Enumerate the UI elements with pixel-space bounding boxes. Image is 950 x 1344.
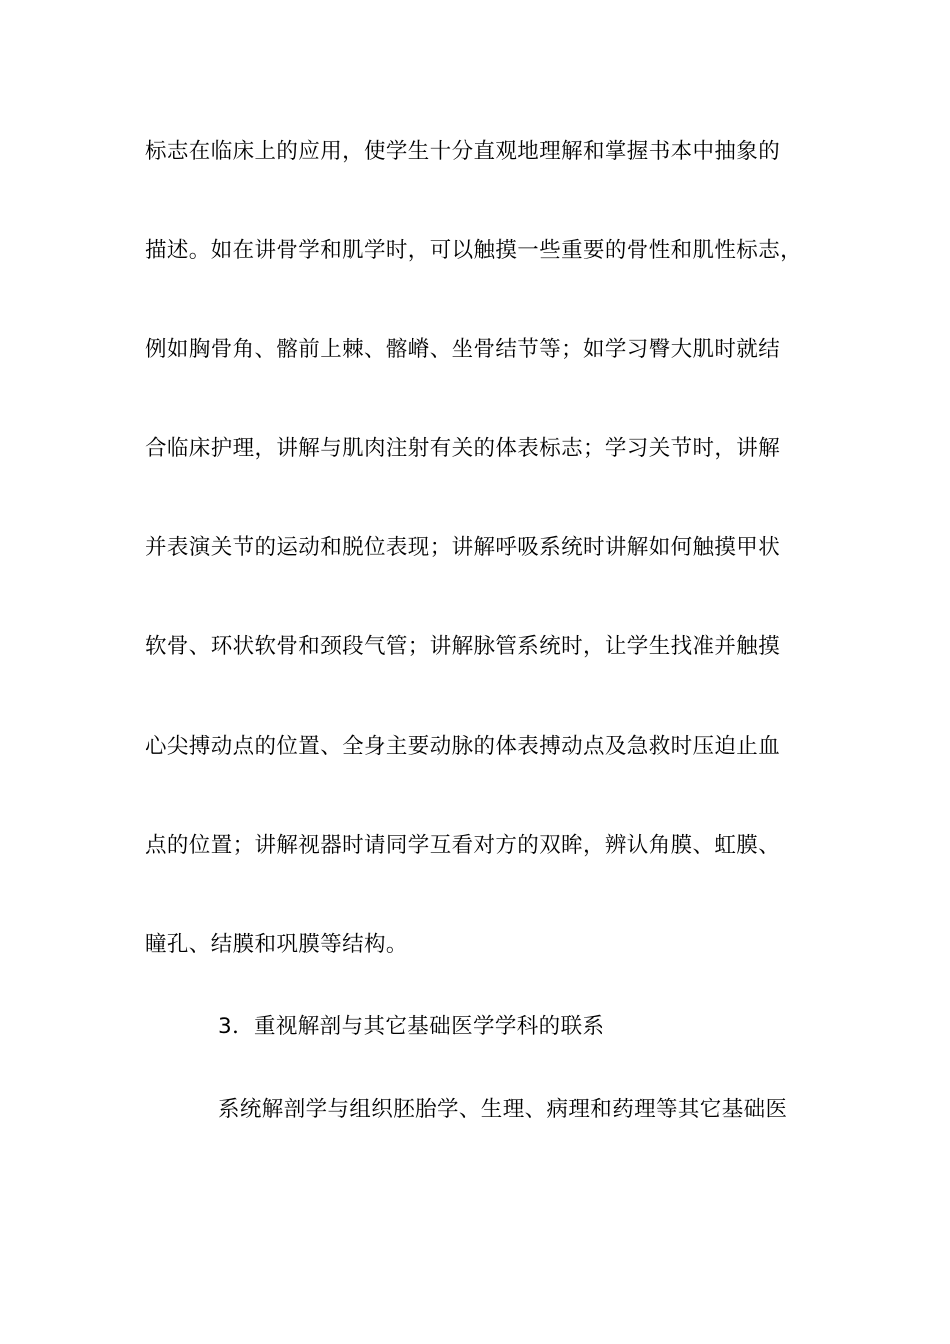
paragraph-line: 瞳孔、结膜和巩膜等结构。: [145, 932, 408, 957]
paragraph-line: 点的位置；讲解视器时请同学互看对方的双眸，辨认角膜、虹膜、: [145, 833, 781, 858]
next-paragraph-line: 系统解剖学与组织胚胎学、生理、病理和药理等其它基础医: [218, 1097, 788, 1122]
paragraph-line: 心尖搏动点的位置、全身主要动脉的体表搏动点及急救时压迫止血: [145, 734, 781, 759]
paragraph-line: 并表演关节的运动和脱位表现；讲解呼吸系统时讲解如何触摸甲状: [145, 535, 781, 560]
paragraph-line: 合临床护理，讲解与肌肉注射有关的体表标志；学习关节时，讲解: [145, 436, 781, 461]
paragraph-line: 软骨、环状软骨和颈段气管；讲解脉管系统时，让学生找准并触摸: [145, 634, 781, 659]
section-heading: 3．重视解剖与其它基础医学学科的联系: [218, 1014, 605, 1039]
paragraph-line: 描述。如在讲骨学和肌学时，可以触摸一些重要的骨性和肌性标志，: [145, 238, 803, 263]
paragraph-line: 标志在临床上的应用，使学生十分直观地理解和掌握书本中抽象的: [145, 139, 781, 164]
paragraph-line: 例如胸骨角、髂前上棘、髂嵴、坐骨结节等；如学习臀大肌时就结: [145, 337, 781, 362]
